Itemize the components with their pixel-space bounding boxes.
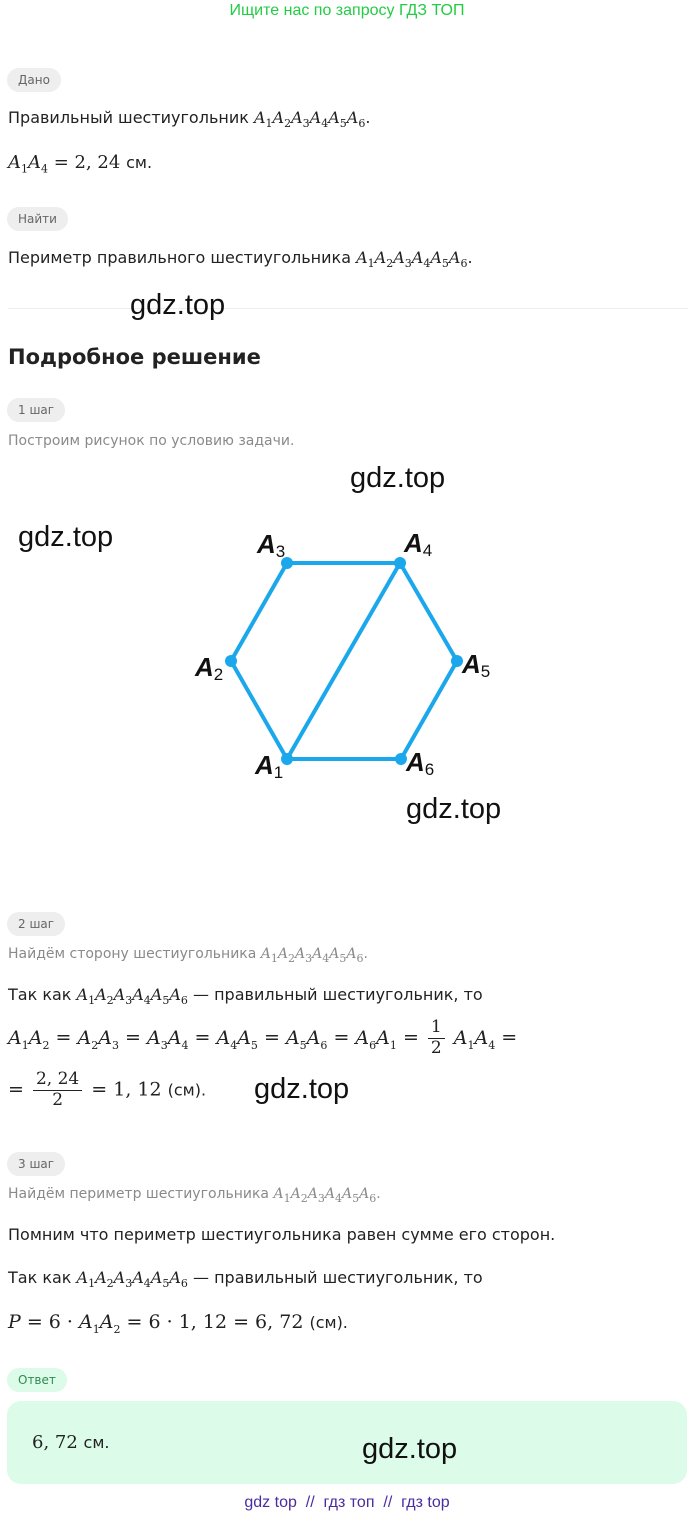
step-2-pill: 2 шаг — [7, 912, 65, 936]
step-2-formula-1: $A_1A_2 = A_2A_3 = A_3A_4 = A_4A_5 = A_5A_6 = A_6A_1$ = $\frac{1}{2}$ $A_1A_4$ = — [8, 1017, 518, 1058]
step-3-text-1: Помним что периметр шестиугольника равен сумме его сторон. — [8, 1225, 556, 1244]
step-2-formula-2: = $\frac{2, 24}{2}$ = 1, 12 (см). — [8, 1069, 207, 1110]
watermark: gdz.top — [350, 462, 446, 494]
watermark: gdz.top — [130, 289, 226, 321]
step-1-pill: 1 шаг — [7, 398, 65, 422]
watermark: gdz.top — [362, 1433, 458, 1465]
vertex-a2 — [225, 655, 237, 667]
watermark: gdz.top — [406, 793, 502, 825]
find-pill: Найти — [7, 207, 68, 231]
step-3-hint: Найдём периметр шестиугольника $A_1A_2A_3A_4A_5A_6$. — [8, 1186, 381, 1205]
step-3-pill: 3 шаг — [7, 1152, 65, 1176]
answer-value: 6, 72 см. — [32, 1432, 110, 1453]
given-line-2: $A_1A_4 = 2$, 24 см. — [8, 152, 153, 176]
step-2-text: Так как $A_1A_2A_3A_4A_5A_6$ — правильный шестиугольник, то — [8, 985, 483, 1008]
step-3-text-2: Так как $A_1A_2A_3A_4A_5A_6$ — правильный шестиугольник, то — [8, 1268, 483, 1291]
step-1-hint: Построим рисунок по условию задачи. — [8, 433, 295, 449]
step-3-formula: $P = 6 \cdot A_1A_2 = 6 \cdot 1$, 12 = 6, 72 (см). — [8, 1311, 348, 1336]
label-a2: A2 — [195, 652, 224, 684]
step-2-hint: Найдём сторону шестиугольника $A_1A_2A_3A_4A_5A_6$. — [8, 946, 368, 965]
label-a3: A3 — [257, 529, 286, 561]
given-line-1: Правильный шестиугольник $A_1A_2A_3A_4A_5A_6$. — [8, 108, 371, 131]
vertex-a4 — [394, 557, 406, 569]
find-line: Периметр правильного шестиугольника $A_1A_2A_3A_4A_5A_6$. — [8, 248, 473, 271]
watermark: gdz.top — [254, 1073, 350, 1105]
given-pill: Дано — [7, 68, 61, 92]
solution-title: Подробное решение — [8, 345, 261, 369]
top-banner: Ищите нас по запросу ГДЗ ТОП — [229, 2, 465, 19]
footer-links[interactable]: gdz top // гдз топ // гдз top — [244, 1494, 450, 1511]
diagonal-a1-a4 — [287, 563, 400, 759]
answer-pill: Ответ — [7, 1368, 67, 1392]
label-a6: A6 — [406, 747, 435, 779]
label-a5: A5 — [462, 649, 491, 681]
label-a1: A1 — [255, 750, 284, 782]
label-a4: A4 — [404, 528, 433, 560]
watermark: gdz.top — [18, 521, 114, 553]
